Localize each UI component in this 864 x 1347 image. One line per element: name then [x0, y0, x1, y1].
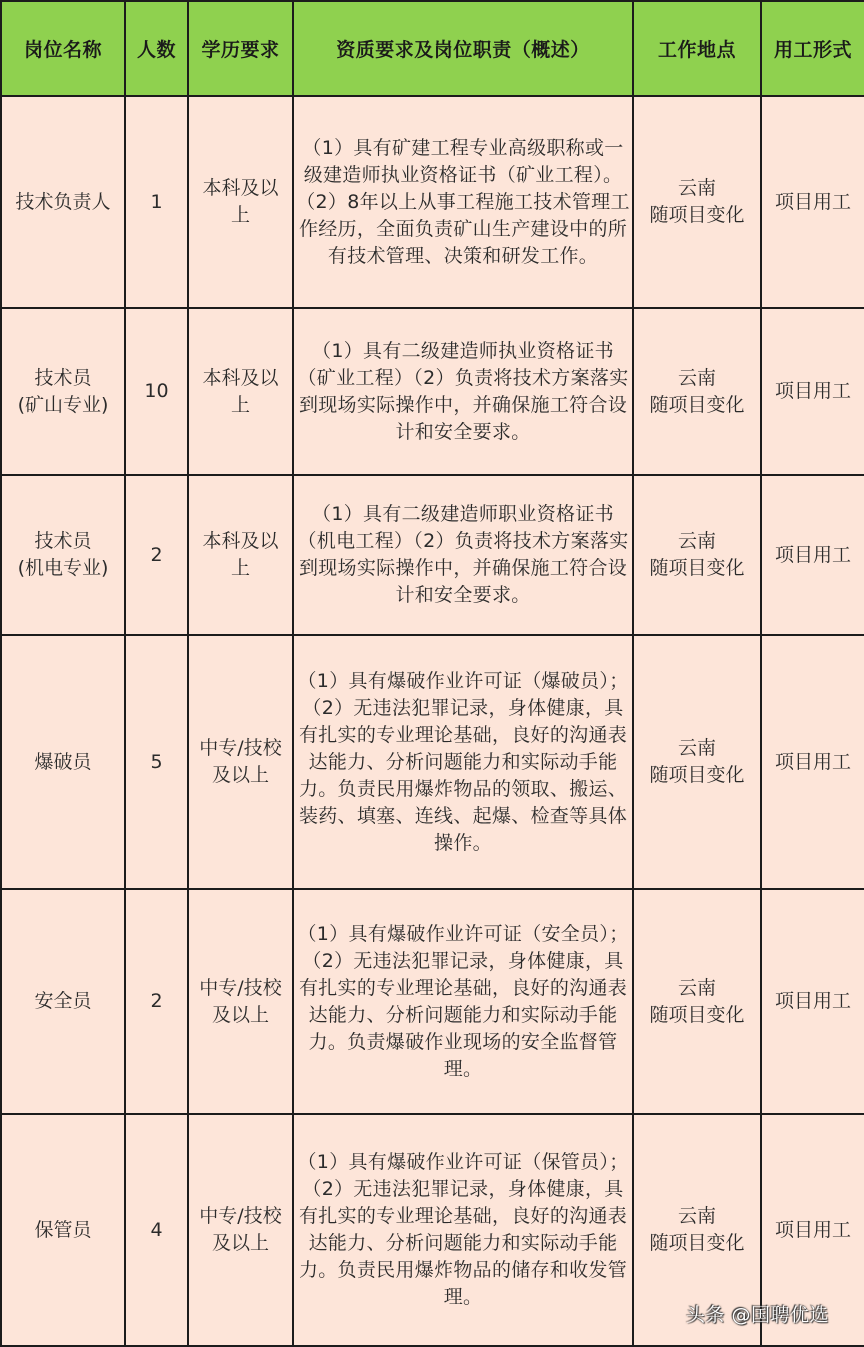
count-cell: 1	[125, 96, 188, 308]
education-cell	[188, 889, 293, 1114]
requirements-cell: （1）具有爆破作业许可证（爆破员）；（2）无违法犯罪记录，身体健康，具有扎实的专业理论基础，良好的沟通表达能力、分析问题能力和实际动手能力。负责民用爆炸物品的领取、搬运、装药、填塞、连线、起爆、检查等具体操作。	[293, 635, 633, 889]
education-cell	[188, 635, 293, 889]
count-cell: 4	[125, 1114, 188, 1346]
education-line: 上	[230, 204, 250, 226]
location-line: 云南	[677, 737, 716, 759]
position-line: 保管员	[34, 1218, 92, 1241]
education-cell	[188, 308, 293, 475]
location-line: 云南	[677, 976, 716, 999]
header-row	[1, 1, 864, 96]
employment-cell: 项目用工	[761, 96, 864, 308]
position-line: 技术负责人	[15, 190, 111, 213]
table-row	[1, 308, 864, 475]
header-count: 人数	[125, 1, 188, 96]
position-cell	[1, 96, 125, 308]
position-line: 技术员	[34, 366, 92, 389]
education-cell	[188, 475, 293, 635]
location-cell	[633, 475, 761, 635]
count-cell: 10	[125, 308, 188, 475]
header-education: 学历要求	[188, 1, 293, 96]
location-cell	[633, 635, 761, 889]
header-location: 工作地点	[633, 1, 761, 96]
position-line: 爆破员	[34, 750, 92, 773]
education-line: 中专/技校	[199, 976, 282, 999]
location-line: 随项目变化	[649, 764, 745, 786]
requirements-cell: （1）具有爆破作业许可证（保管员）；（2）无违法犯罪记录，身体健康，具有扎实的专业理论基础，良好的沟通表达能力、分析问题能力和实际动手能力。负责民用爆炸物品的储存和收发管理。	[293, 1114, 633, 1346]
location-line: 云南	[677, 530, 716, 552]
position-cell	[1, 1114, 125, 1346]
education-line: 及以上	[211, 764, 269, 786]
position-line: (矿山专业)	[17, 393, 109, 416]
education-cell	[188, 1114, 293, 1346]
location-line: 云南	[677, 177, 716, 199]
position-line: 安全员	[34, 990, 92, 1012]
location-line: 随项目变化	[649, 393, 745, 416]
location-cell	[633, 96, 761, 308]
position-cell	[1, 889, 125, 1114]
position-cell	[1, 475, 125, 635]
employment-cell: 项目用工	[761, 475, 864, 635]
employment-cell: 项目用工	[761, 635, 864, 889]
position-line: (机电专业)	[17, 557, 109, 579]
header-employment: 用工形式	[761, 1, 864, 96]
education-line: 上	[230, 557, 250, 579]
location-cell	[633, 889, 761, 1114]
position-cell	[1, 635, 125, 889]
education-line: 中专/技校	[199, 737, 282, 759]
table-row	[1, 889, 864, 1114]
employment-cell: 项目用工	[761, 889, 864, 1114]
count-cell: 5	[125, 635, 188, 889]
requirements-cell: （1）具有二级建造师执业资格证书（矿业工程）（2）负责将技术方案落实到现场实际操作中，并确保施工符合设计和安全要求。	[293, 308, 633, 475]
location-line: 随项目变化	[649, 1232, 745, 1254]
employment-cell: 项目用工	[761, 308, 864, 475]
location-line: 随项目变化	[649, 557, 745, 579]
position-cell	[1, 308, 125, 475]
header-requirements: 资质要求及岗位职责（概述）	[293, 1, 633, 96]
location-line: 随项目变化	[649, 204, 745, 226]
count-cell: 2	[125, 889, 188, 1114]
table-row	[1, 635, 864, 889]
location-cell	[633, 308, 761, 475]
education-cell	[188, 96, 293, 308]
requirements-cell: （1）具有二级建造师职业资格证书（机电工程）（2）负责将技术方案落实到现场实际操作中，并确保施工符合设计和安全要求。	[293, 475, 633, 635]
position-line: 技术员	[34, 530, 92, 552]
header-position: 岗位名称	[1, 1, 125, 96]
education-line: 本科及以	[202, 366, 279, 389]
location-line: 云南	[677, 1205, 716, 1227]
education-line: 及以上	[211, 1232, 269, 1254]
location-line: 随项目变化	[649, 1003, 745, 1026]
requirements-cell: （1）具有矿建工程专业高级职称或一级建造师执业资格证书（矿业工程）。（2）8年以上从事工程施工技术管理工作经历，全面负责矿山生产建设中的所有技术管理、决策和研发工作。	[293, 96, 633, 308]
education-line: 及以上	[211, 1003, 269, 1026]
location-line: 云南	[677, 366, 716, 389]
employment-cell: 项目用工	[761, 1114, 864, 1346]
education-line: 上	[230, 393, 250, 416]
count-cell: 2	[125, 475, 188, 635]
education-line: 本科及以	[202, 530, 279, 552]
table-row	[1, 96, 864, 308]
table-row	[1, 475, 864, 635]
education-line: 中专/技校	[199, 1205, 282, 1227]
watermark: 头条 @国聘优选	[686, 1304, 830, 1326]
education-line: 本科及以	[202, 177, 279, 199]
requirements-cell: （1）具有爆破作业许可证（安全员）；（2）无违法犯罪记录，身体健康，具有扎实的专业理论基础，良好的沟通表达能力、分析问题能力和实际动手能力。负责爆破作业现场的安全监督管理。	[293, 889, 633, 1114]
